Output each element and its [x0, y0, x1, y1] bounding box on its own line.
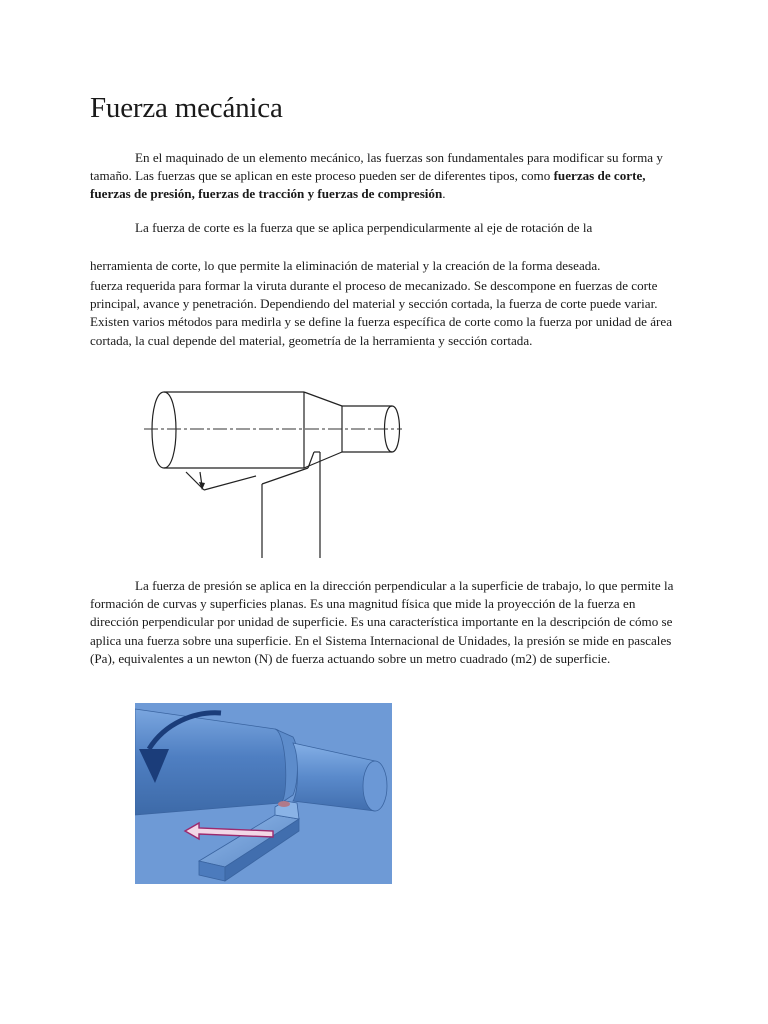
paragraph-intro-bold: fuerzas de corte, fuerzas de presión, fuerzas de tracción y fuerzas de compresión	[90, 168, 646, 202]
page-title: Fuerza mecánica	[90, 92, 283, 124]
paragraph-intro-text: En el maquinado de un elemento mecánico, las fuerzas son fundamentales para modificar su forma y tamaño. Las fuerzas que se aplican en este proceso pueden ser de diferentes tipos, como	[90, 150, 663, 184]
pressure-illustration-figure	[135, 703, 392, 884]
paragraph-cutting-force-start	[90, 219, 682, 237]
paragraph-intro	[90, 149, 682, 204]
paragraph-pressure-force-text: La fuerza de presión se aplica en la dirección perpendicular a la superficie de trabajo, lo que permite la formación de curvas y superficies planas. Es una magnitud física que mide la proyección de la fuerza en dirección perpendicular por unidad de superficie. Es una característica importante en la descripción de cómo se aplica una fuerza sobre una superficie. En el Sistema Internacional de Unidades, la presión se mide en pascales (Pa), equivalentes a un newton (N) de fuerza actuando sobre un metro cuadrado (m2) de superficie.	[90, 578, 674, 666]
paragraph-cutting-force-cont: herramienta de corte, lo que permite la eliminación de material y la creación de la forma deseada.	[90, 258, 601, 273]
paragraph-pressure-force	[90, 577, 682, 668]
paragraph-cutting-force-start-text: La fuerza de corte es la fuerza que se aplica perpendicularmente al eje de rotación de la	[135, 220, 593, 235]
cutting-diagram-figure	[140, 386, 404, 560]
paragraph-intro-end: .	[442, 186, 446, 202]
paragraph-cutting-force-detail: fuerza requerida para formar la viruta durante el proceso de mecanizado. Se descompone en fuerzas de corte principal, avance y penetración. Dependiendo del material y sección cortada, la fuerza de corte puede variar. Existen varios métodos para medirla y se define la fuerza específica de corte como la fuerza por unidad de área cortada, la cual depende del material, geometría de la herramienta y sección cortada.	[90, 278, 673, 348]
